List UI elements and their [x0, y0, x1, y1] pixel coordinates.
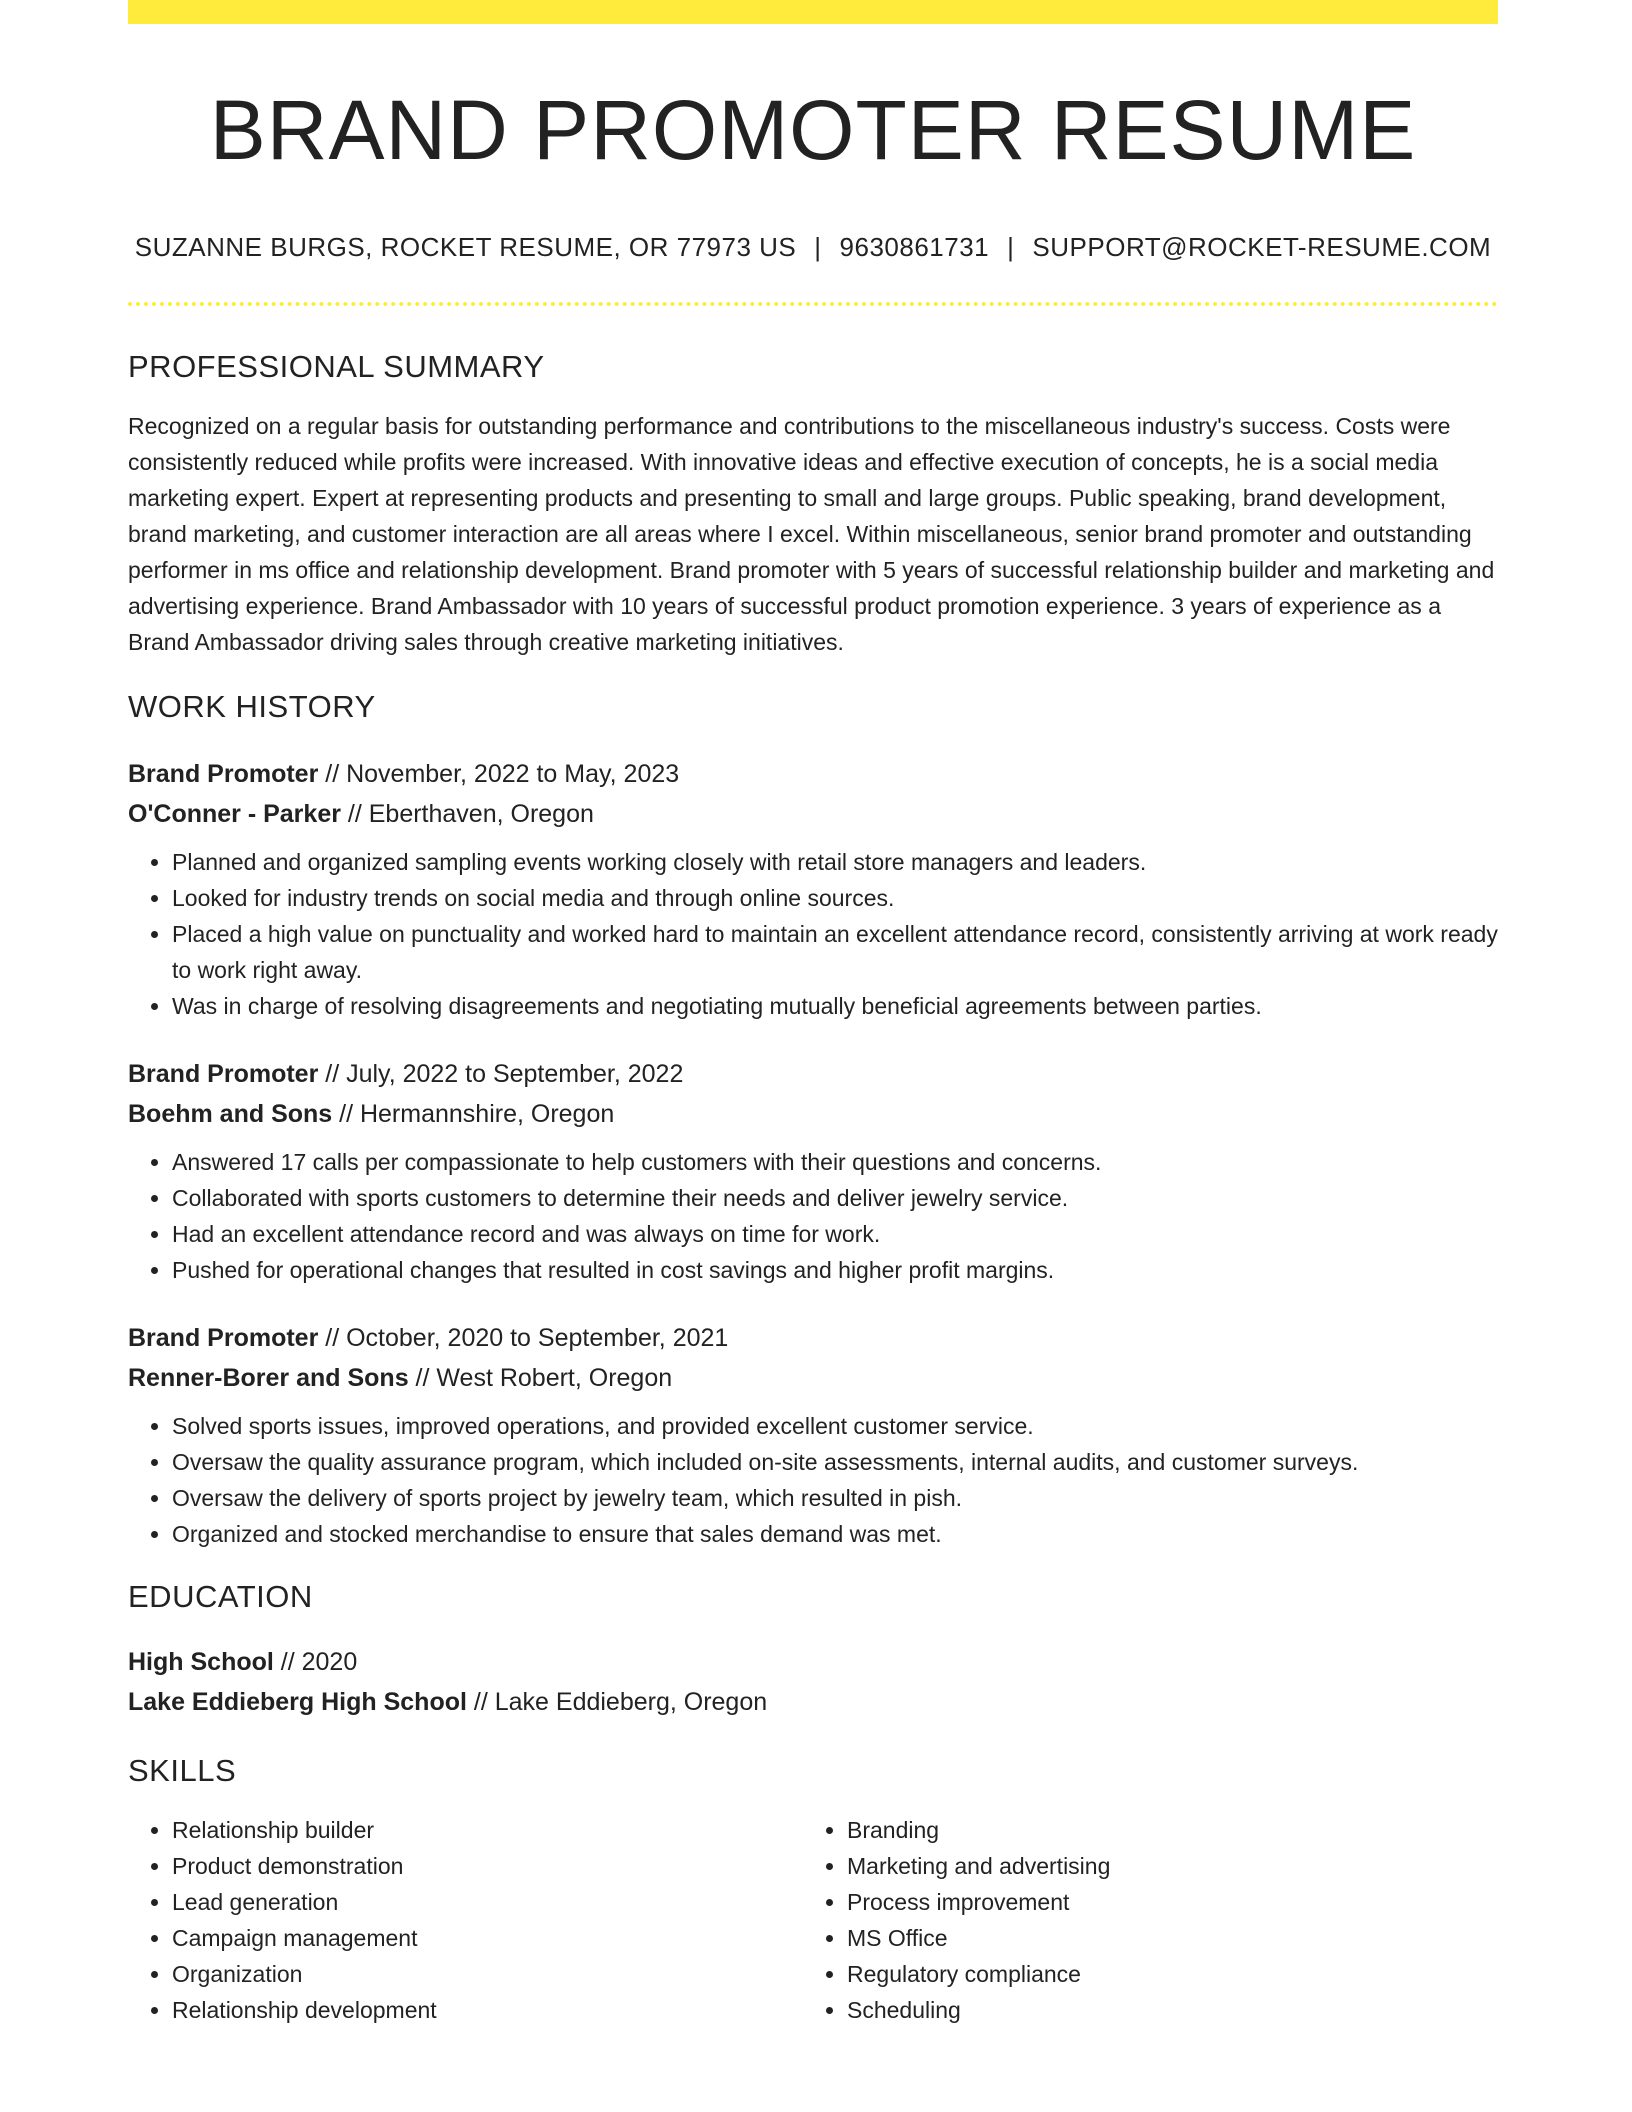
job-bullet: • Organized and stocked merchandise to ensure that sales demand was met. [172, 1516, 1498, 1552]
job-company-line [128, 1358, 1498, 1398]
education-year: // 2020 [273, 1648, 358, 1676]
contact-email: SUPPORT@ROCKET-RESUME.COM [1032, 232, 1492, 262]
job-title-line [128, 754, 1498, 794]
dotted-divider [128, 302, 1498, 306]
resume-page [128, 0, 1498, 2028]
skill-item: • Product demonstration [172, 1848, 803, 1884]
skills-heading: SKILLS [128, 1753, 237, 1788]
job-company: Renner-Borer and Sons [128, 1364, 409, 1392]
job-company-line [128, 1094, 1498, 1134]
job-bullet: • Planned and organized sampling events working closely with retail store managers and leaders. [172, 844, 1498, 880]
skill-item: • MS Office [847, 1920, 1478, 1956]
skill-item: • Lead generation [172, 1884, 803, 1920]
job-role: Brand Promoter [128, 760, 319, 788]
skill-item: • Branding [847, 1812, 1478, 1848]
job-entry [128, 1054, 1498, 1288]
contact-address: SUZANNE BURGS, ROCKET RESUME, OR 77973 US [134, 232, 797, 262]
education-degree: High School [128, 1648, 274, 1676]
skill-item: • Scheduling [847, 1992, 1478, 2028]
skill-item: • Process improvement [847, 1884, 1478, 1920]
skill-item: • Relationship builder [172, 1812, 803, 1848]
job-bullet: • Placed a high value on punctuality and worked hard to maintain an excellent attendance record, consistently arriving at work ready to work right away. [172, 916, 1498, 988]
contact-separator: | [814, 232, 822, 262]
work-history-heading: WORK HISTORY [128, 689, 376, 724]
job-title-line [128, 1054, 1498, 1094]
skill-item: • Regulatory compliance [847, 1956, 1478, 1992]
accent-top-bar [128, 0, 1498, 24]
education-entry [128, 1642, 1498, 1722]
job-bullet: • Looked for industry trends on social media and through online sources. [172, 880, 1498, 916]
job-bullet: • Answered 17 calls per compassionate to help customers with their questions and concerns. [172, 1144, 1498, 1180]
job-bullet: • Had an excellent attendance record and was always on time for work. [172, 1216, 1498, 1252]
skills-column-left [128, 1812, 803, 2028]
summary-text: Recognized on a regular basis for outstanding performance and contributions to the miscellaneous industry's success. Costs were consistently reduced while profits were increased. With innovative ideas and effective execution of concepts, he is a social media marketing expert. Expert at representing products and presenting to small and large groups. Public speaking, brand development, brand marketing, and customer interaction are all areas where I excel. Within miscellaneous, senior brand promoter and outstanding performer in ms office and relationship development. Brand promoter with 5 years of successful relationship builder and marketing and advertising experience. Brand Ambassador with 10 years of successful product promotion experience. 3 years of experience as a Brand Ambassador driving sales through creative marketing initiatives. [128, 413, 1495, 655]
job-entry [128, 1318, 1498, 1552]
skill-item: • Organization [172, 1956, 803, 1992]
education-school: Lake Eddieberg High School [128, 1688, 467, 1716]
job-bullets [128, 1408, 1498, 1552]
job-location: // Hermannshire, Oregon [332, 1100, 615, 1128]
job-bullet: • Solved sports issues, improved operations, and provided excellent customer service. [172, 1408, 1498, 1444]
job-bullets [128, 844, 1498, 1024]
skill-item: • Relationship development [172, 1992, 803, 2028]
job-location: // West Robert, Oregon [408, 1364, 673, 1392]
job-company-line [128, 794, 1498, 834]
job-bullet: • Pushed for operational changes that resulted in cost savings and higher profit margins. [172, 1252, 1498, 1288]
job-bullet: • Oversaw the quality assurance program, which included on-site assessments, internal audits, and customer surveys. [172, 1444, 1498, 1480]
job-role: Brand Promoter [128, 1060, 319, 1088]
skills-list [128, 1812, 1498, 2028]
job-dates: // November, 2022 to May, 2023 [318, 760, 680, 788]
summary-heading: PROFESSIONAL SUMMARY [128, 349, 545, 384]
contact-line [128, 230, 1498, 264]
resume-title: BRAND PROMOTER RESUME [209, 83, 1417, 177]
education-location: // Lake Eddieberg, Oregon [466, 1688, 768, 1716]
job-bullet: • Oversaw the delivery of sports project by jewelry team, which resulted in pish. [172, 1480, 1498, 1516]
job-bullets [128, 1144, 1498, 1288]
contact-separator: | [1007, 232, 1015, 262]
job-company: O'Conner - Parker [128, 800, 341, 828]
job-location: // Eberthaven, Oregon [340, 800, 594, 828]
job-entry [128, 754, 1498, 1024]
job-bullet: • Collaborated with sports customers to determine their needs and deliver jewelry service. [172, 1180, 1498, 1216]
job-company: Boehm and Sons [128, 1100, 333, 1128]
job-dates: // July, 2022 to September, 2022 [318, 1060, 684, 1088]
job-title-line [128, 1318, 1498, 1358]
skill-item: • Marketing and advertising [847, 1848, 1478, 1884]
education-heading: EDUCATION [128, 1579, 313, 1614]
contact-phone: 9630861731 [839, 232, 990, 262]
education-school-line [128, 1682, 1498, 1722]
skill-item: • Campaign management [172, 1920, 803, 1956]
job-dates: // October, 2020 to September, 2021 [318, 1324, 729, 1352]
job-role: Brand Promoter [128, 1324, 319, 1352]
education-degree-line [128, 1642, 1498, 1682]
job-bullet: • Was in charge of resolving disagreements and negotiating mutually beneficial agreements between parties. [172, 988, 1498, 1024]
skills-column-right [803, 1812, 1478, 2028]
